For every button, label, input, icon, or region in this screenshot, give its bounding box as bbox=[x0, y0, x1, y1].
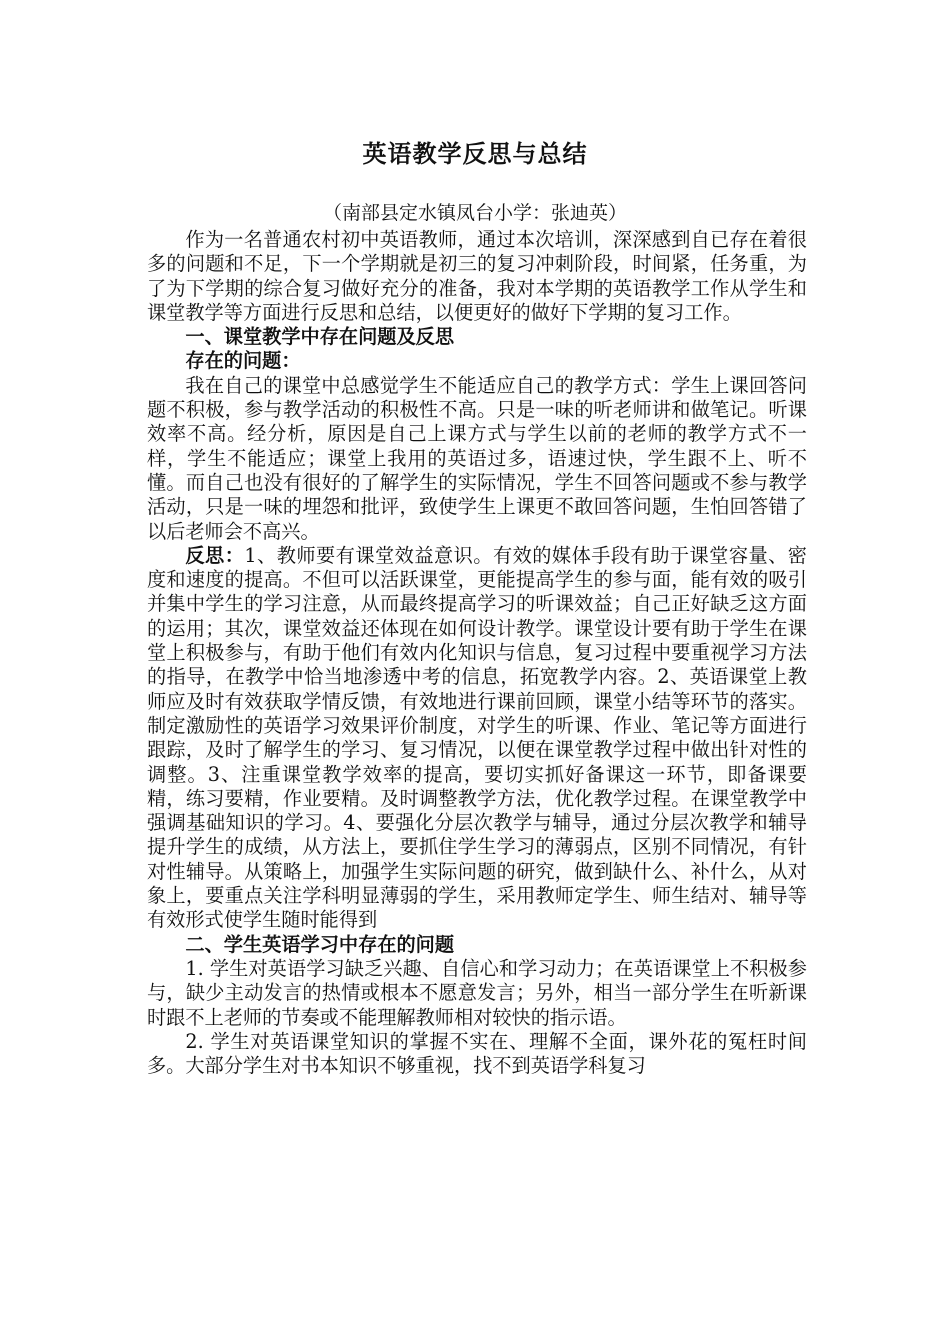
item-1-paragraph: 1. 学生对英语学习缺乏兴趣、自信心和学习动力；在英语课堂上不积极参与，缺少主动发言的热情或根本不愿意发言；另外，相当一部分学生在听新课时跟不上老师的节奏或不能理解教师相对较快的指示语。 bbox=[147, 956, 807, 1029]
section-2-heading: 二、学生英语学习中存在的问题 bbox=[185, 932, 455, 956]
document-body bbox=[147, 228, 807, 1078]
problems-label: 存在的问题： bbox=[185, 349, 301, 373]
section-1-heading: 一、课堂教学中存在问题及反思 bbox=[185, 325, 455, 349]
item-2-paragraph: 2. 学生对英语课堂知识的掌握不实在、理解不全面，课外花的冤枉时间多。大部分学生对书本知识不够重视，找不到英语学科复习 bbox=[147, 1029, 807, 1078]
reflection-label: 反思： bbox=[185, 543, 245, 567]
reflection-text: 1、教师要有课堂效益意识。有效的媒体手段有助于课堂容量、密度和速度的提高。不但可以活跃课堂，更能提高学生的参与面，能有效的吸引并集中学生的学习注意，从而最终提高学习的听课效益；自己正好缺乏这方面的运用；其次，课堂效益还体现在如何设计教学。课堂设计要有助于学生在课堂上积极参与，有助于他们有效内化知识与信息，复习过程中要重视学习方法的指导，在教学中恰当地渗透中考的信息，拓宽教学内容。2、英语课堂上教师应及时有效获取学情反馈，有效地进行课前回顾，课堂小结等环节的落实。制定激励性的英语学习效果评价制度，对学生的听课、作业、笔记等方面进行跟踪，及时了解学生的学习、复习情况，以便在课堂教学过程中做出针对性的调整。3、注重课堂教学效率的提高，要切实抓好备课这一环节，即备课要精，练习要精，作业要精。及时调整教学方法，优化教学过程。在课堂教学中强调基础知识的学习。4、要强化分层次教学与辅导，通过分层次教学和辅导提升学生的成绩，从方法上，要抓住学生学习的薄弱点，区别不同情况，有针对性辅导。从策略上，加强学生实际问题的研究，做到缺什么、补什么，从对象上，要重点关注学科明显薄弱的学生，采用教师定学生、师生结对、辅导等有效形式使学生随时能得到 bbox=[147, 543, 807, 932]
intro-paragraph: 作为一名普通农村初中英语教师，通过本次培训，深深感到自已存在着很多的问题和不足，下一个学期就是初三的复习冲刺阶段，时间紧，任务重，为了为下学期的综合复习做好充分的准备，我对本学期的英语教学工作从学生和课堂教学等方面进行反思和总结，以便更好的做好下学期的复习工作。 bbox=[147, 228, 807, 324]
reflection-paragraph bbox=[147, 544, 807, 933]
problems-paragraph: 我在自己的课堂中总感觉学生不能适应自己的教学方式：学生上课回答问题不积极，参与教学活动的积极性不高。只是一味的听老师讲和做笔记。听课效率不高。经分析，原因是自己上课方式与学生以前的老师的教学方式不一样，学生不能适应；课堂上我用的英语过多，语速过快，学生跟不上、听不懂。而自己也没有很好的了解学生的实际情况，学生不回答问题或不参与教学活动，只是一味的埋怨和批评，致使学生上课更不敢回答问题，生怕回答错了以后老师会不高兴。 bbox=[147, 373, 807, 543]
document-title: 英语教学反思与总结 bbox=[362, 140, 588, 168]
document-byline: （南部县定水镇凤台小学：张迪英） bbox=[322, 202, 627, 224]
